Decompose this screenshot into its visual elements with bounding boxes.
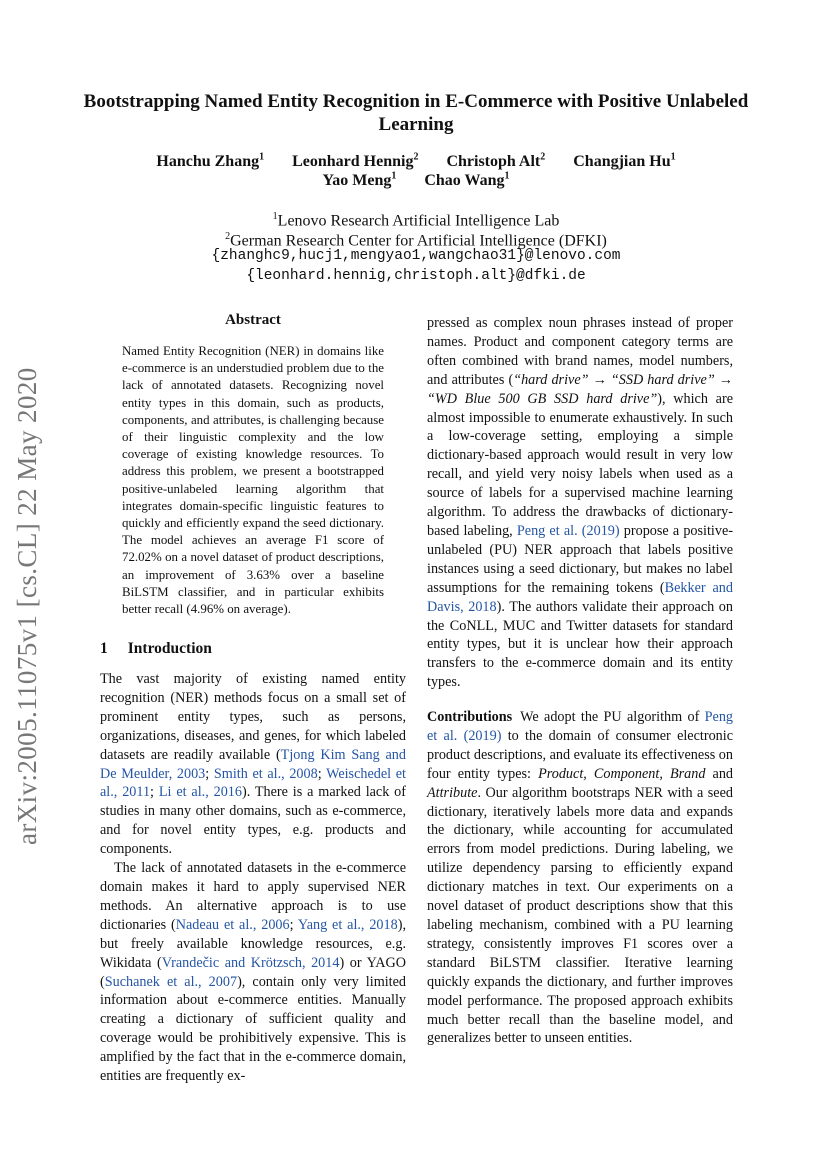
left-column bbox=[100, 670, 406, 1086]
emphasis-text: Component bbox=[593, 765, 660, 782]
body-text: propose a positive-unlabeled (PU) NER approach that labels positive instances using a seed dictionary, but makes no label assumptions for the remaining tokens ( bbox=[427, 522, 733, 596]
author-name: Changjian Hu$^1$ bbox=[573, 152, 676, 171]
emphasis-text: Attribute bbox=[427, 784, 478, 801]
body-text: ). The authors validate their approach on the CoNLL, MUC and Twitter datasets for standard entity types, but it is unclear how their approach transfers to the e-commerce domain and its entity types. bbox=[427, 598, 733, 691]
abstract-heading: Abstract bbox=[225, 312, 281, 328]
citation-link[interactable]: Nadeau et al., 2006 bbox=[175, 916, 290, 933]
right-column-top bbox=[427, 314, 733, 692]
body-text: ), contain only very limited information about e-commerce entities. Manually creating a dictionary of sufficient quality and coverage would be prohibitively expensive. This is amplified by the fact that in the e-commerce domain, entities are frequently ex- bbox=[100, 973, 407, 1085]
author-name: Leonhard Hennig$^2$ bbox=[292, 152, 419, 171]
section-heading-introduction: 1 Introduction bbox=[100, 640, 212, 657]
body-text: ), but freely available knowledge resources, e.g. Wikidata ( bbox=[100, 916, 406, 971]
body-text: ; bbox=[205, 765, 214, 782]
body-text: ; bbox=[150, 784, 159, 801]
intro-paragraph-2 bbox=[100, 859, 406, 1086]
author-name: Hanchu Zhang$^1$ bbox=[156, 152, 265, 171]
body-text: . Our algorithm bootstraps NER with a seed dictionary, iteratively labels more data and expands the dictionary, while accounting for accumulated errors from model predictions. During labeling, we utilize dependency parsing to efficiently expand dictionary matches in text. Our experiments on a novel dataset of product descriptions show that this labeling mechanism, combined with a PU learning strategy, consistently improves F1 scores over a standard BiLSTM classifier. Iterative learning quickly expands the dictionary, and further improves model performance. The proposed approach exhibits much better recall than the baseline model, and generalizes better to unseen entities. bbox=[427, 784, 733, 1047]
citation-link[interactable]: Vrandečic and Krötzsch, 2014 bbox=[161, 954, 340, 971]
body-text: We adopt the PU algorithm of bbox=[520, 709, 705, 725]
citation-link[interactable]: Yang et al., 2018 bbox=[297, 916, 398, 933]
contributions-heading: Contributions bbox=[427, 709, 513, 725]
body-text: , bbox=[583, 765, 594, 782]
body-text: , bbox=[659, 765, 670, 782]
citation-link[interactable]: Bekker and Davis, 2018 bbox=[427, 579, 733, 615]
intro-paragraph-1 bbox=[100, 670, 406, 859]
author-list-row-2 bbox=[60, 167, 772, 191]
body-text: pressed as complex noun phrases instead of proper names. Product and component category terms are often combined with brand names, model numbers, and attributes ( bbox=[427, 315, 733, 388]
citation-link[interactable]: Tjong Kim Sang and De Meulder, 2003 bbox=[100, 746, 406, 782]
affiliation-lenovo: $^1$Lenovo Research Artificial Intelligence Lab bbox=[272, 211, 560, 230]
body-text: ; bbox=[289, 916, 298, 933]
paper-title: Bootstrapping Named Entity Recognition in E-Commerce with Positive Unlabeled Learning bbox=[83, 91, 749, 135]
citation-link[interactable]: Smith et al., 2008 bbox=[213, 765, 318, 782]
emphasis-text: “hard drive” → “SSD hard drive” → “WD Blue 500 GB SSD hard drive” bbox=[427, 371, 733, 407]
author-name: Christoph Alt$^2$ bbox=[446, 152, 546, 171]
citation-link[interactable]: Peng et al. (2019) bbox=[516, 522, 620, 539]
emphasis-text: Product bbox=[538, 765, 584, 782]
email-dfki: {leonhard.hennig,christoph.alt}@dfki.de bbox=[246, 268, 586, 284]
right-column-contributions bbox=[427, 708, 733, 1048]
arxiv-margin-stamp: arXiv:2005.11075v1 [cs.CL] 22 May 2020 bbox=[12, 367, 42, 845]
affiliation-dfki: $^2$German Research Center for Artificial Intelligence (DFKI) bbox=[225, 231, 607, 250]
body-text: The vast majority of existing named entity recognition (NER) methods focus on a small set of prominent entity types, such as persons, organizations, diseases, and genes, for which labeled datasets are readily available ( bbox=[100, 671, 406, 763]
emphasis-text: Brand bbox=[669, 765, 706, 782]
intro-paragraph-3 bbox=[427, 314, 733, 692]
citation-link[interactable]: Peng et al. (2019) bbox=[427, 709, 733, 744]
contributions-paragraph bbox=[427, 708, 733, 1048]
author-name: Yao Meng$^1$ bbox=[322, 171, 397, 190]
body-text: to the domain of consumer electronic product descriptions, and evaluate its effectiveness on four entity types: bbox=[427, 727, 733, 782]
body-text: ). There is a marked lack of studies in many other domains, such as e-commerce, and for novel entity types, e.g. products and components. bbox=[100, 784, 406, 858]
body-text: ), which are almost impossible to enumerate exhaustively. In such a low-coverage setting, employing a simple dictionary-based approach would result in very low recall, and yield very noisy labels when used as a source of labels for a supervised machine learning algorithm. To address the drawbacks of dictionary-based labeling, bbox=[427, 390, 734, 539]
author-name: Chao Wang$^1$ bbox=[424, 171, 510, 190]
body-text: ) or YAGO ( bbox=[100, 954, 406, 990]
body-text: and bbox=[705, 765, 734, 782]
abstract-text: Named Entity Recognition (NER) in domains like e-commerce is an understudied problem due to the lack of annotated datasets. Recognizing novel entity types in this domain, such as products, components, and attributes, is challenging because of their linguistic complexity and the low coverage of existing knowledge resources. To address this problem, we present a bootstrapped positive-unlabeled learning algorithm that integrates domain-specific linguistic features to quickly and efficiently expand the seed dictionary. The model achieves an average F1 score of 72.02% on a novel dataset of product descriptions, an improvement of 3.63% over a baseline BiLSTM classifier, and in particular exhibits better recall (4.96% on average). bbox=[122, 344, 384, 617]
body-text: ; bbox=[317, 765, 327, 782]
citation-link[interactable]: Li et al., 2016 bbox=[158, 784, 242, 801]
email-lenovo: {zhanghc9,hucj1,mengyao1,wangchao31}@lenovo.com bbox=[211, 248, 621, 264]
body-text: The lack of annotated datasets in the e-commerce domain makes it hard to apply supervised NER methods. An alternative approach is to use dictionaries ( bbox=[100, 860, 406, 933]
citation-link[interactable]: Suchanek et al., 2007 bbox=[104, 973, 238, 990]
citation-link[interactable]: Weischedel et al., 2011 bbox=[100, 765, 406, 801]
